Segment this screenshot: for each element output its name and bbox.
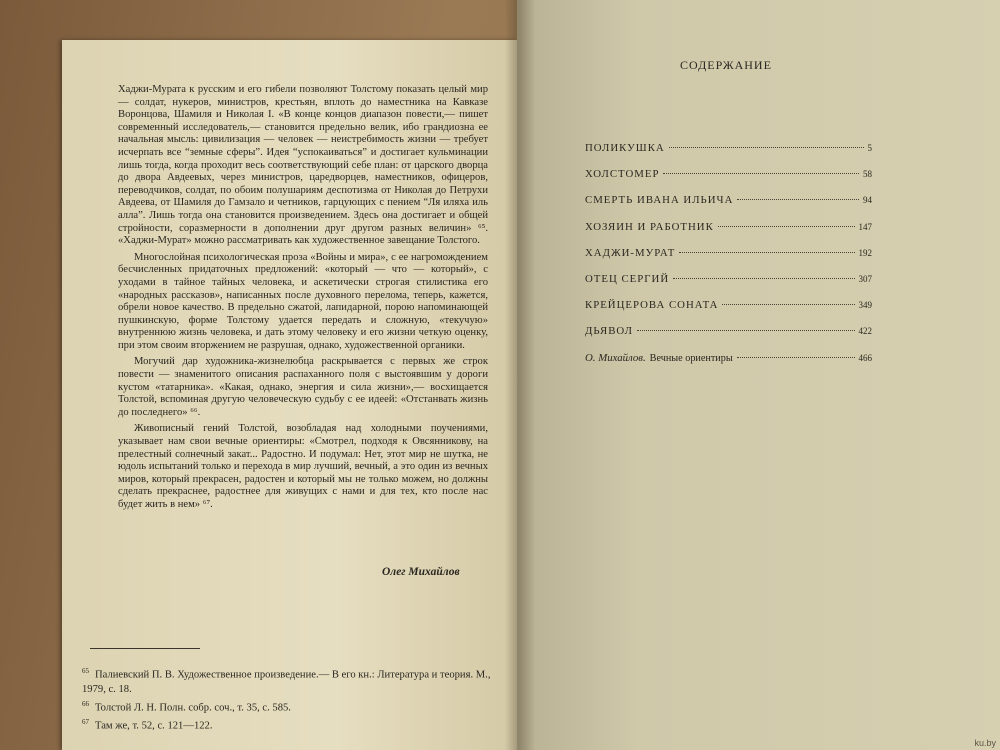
toc-entry: КРЕЙЦЕРОВА СОНАТА 349 <box>585 299 872 312</box>
paragraph-1: Хаджи-Мурата к русским и его гибели позволяют Толстому показать целый мир — солдат, нукеров, министров, крестьян, вплоть до наместника на Кавказе Воронцова, Шамиля и Николая I. «В конце концов диапазон повести,— пишет современный исследователь,— становится предельно велик, ибо грандиозна ее начальная мысль: цивилизация — человек — неистребимость жизни — требует исчерпать все “земные сферы”. Идея “успокаиваться” и достигает кульминации лишь тогда, когда проходит весь соответствующий себе план: от царского дворца до двора Авдеевых, через министров, царедворцев, наместников, офицеров, переводчиков, солдат, по обоим полушариям деспотизма от Николая до Петрухи Авдеева, от Шамиля до Гамзало и четников, гарцующих с пением “Ля иляха иль алла”. Лишь тогда она становится произведением. Здесь она достигает и общей стройности, соразмерности в дополнении друг другом разных величин» ⁶⁵. «Хаджи-Мурат» можно рассматривать как художественное завещание Толстого. <box>118 84 488 247</box>
book-gutter <box>505 0 535 750</box>
essay-body <box>118 84 488 512</box>
toc-entry: ХАДЖИ-МУРАТ 192 <box>585 246 872 259</box>
essay-author: Олег Михайлов <box>382 566 460 578</box>
footnote-divider <box>90 648 200 649</box>
toc-entry: СМЕРТЬ ИВАНА ИЛЬИЧА 94 <box>585 194 872 207</box>
paragraph-2: Многослойная психологическая проза «Войны и мира», с ее нагромождением бесчисленных придаточных предложений: «который — что — который», с уходами в тайное тайных человека, и аскетически строгая стилистика его «народных рассказов», написанных после духовного перелома, теперь, кажется, обрели новое качество. В предельно сжатой, лапидарной, порою напоминающей пушкинскую, форме Толстому удается передать и сложную, «текучую» внутреннюю жизнь человека, и дать этому человеку и его жизни четкую оценку, при этом своим вторжением не разрушая, однако, художественной органики. <box>118 251 488 351</box>
footnotes <box>82 664 502 734</box>
contents-title: СОДЕРЖАНИЕ <box>680 58 772 72</box>
footnote-67: $^{67}$ Там же, т. 52, с. 121—122. <box>82 718 213 732</box>
toc-entry: ХОЗЯИН И РАБОТНИК 147 <box>585 220 872 233</box>
paragraph-4: Живописный гений Толстой, возобладая над холодными поучениями, указывает нам свои вечные ориентиры: «Смотрел, подходя к Овсянникову, на прелестный солнечный закат... Радостно. И подумал: Нет, этот мир не шутка, не юдоль испытаний только и перехода в мир лучший, вечный, а это один из вечных миров, который прекрасен, радостен и который мы не только можем, но должны сделать прекраснее, радостнее для живущих с нами и для тех, кто после нас будет жить в нем» ⁶⁷. <box>118 423 488 510</box>
toc-entry-afterword: О. Михайлов. Вечные ориентиры 466 <box>585 351 872 364</box>
table-of-contents <box>585 142 872 378</box>
toc-entry: ОТЕЦ СЕРГИЙ 307 <box>585 272 872 285</box>
toc-entry: ХОЛСТОМЕР 58 <box>585 168 872 181</box>
footnote-66: $^{66}$ Толстой Л. Н. Полн. собр. соч., т. 35, с. 585. <box>82 699 291 714</box>
toc-entry: ПОЛИКУШКА 5 <box>585 142 872 154</box>
footnote-65: $^{65}$ Палиевский П. В. Художественное произведение.— В его кн.: Литература и теория. М., 1979, с. 18. <box>82 667 491 695</box>
watermark: ku.by <box>974 738 996 748</box>
toc-entry: ДЬЯВОЛ 422 <box>585 325 872 338</box>
paragraph-3: Могучий дар художника-жизнелюбца раскрывается с первых же строк повести — знаменитого описания распаханного поля с выстоявшим у дороги кустом «татарника». «Какая, однако, энергия и сила жизни»,— восхищается Толстой, вспоминая другую человеческую судьбу с ее идеей: «Отстанвать жизнь до последнего» ⁶⁶. <box>118 356 488 418</box>
